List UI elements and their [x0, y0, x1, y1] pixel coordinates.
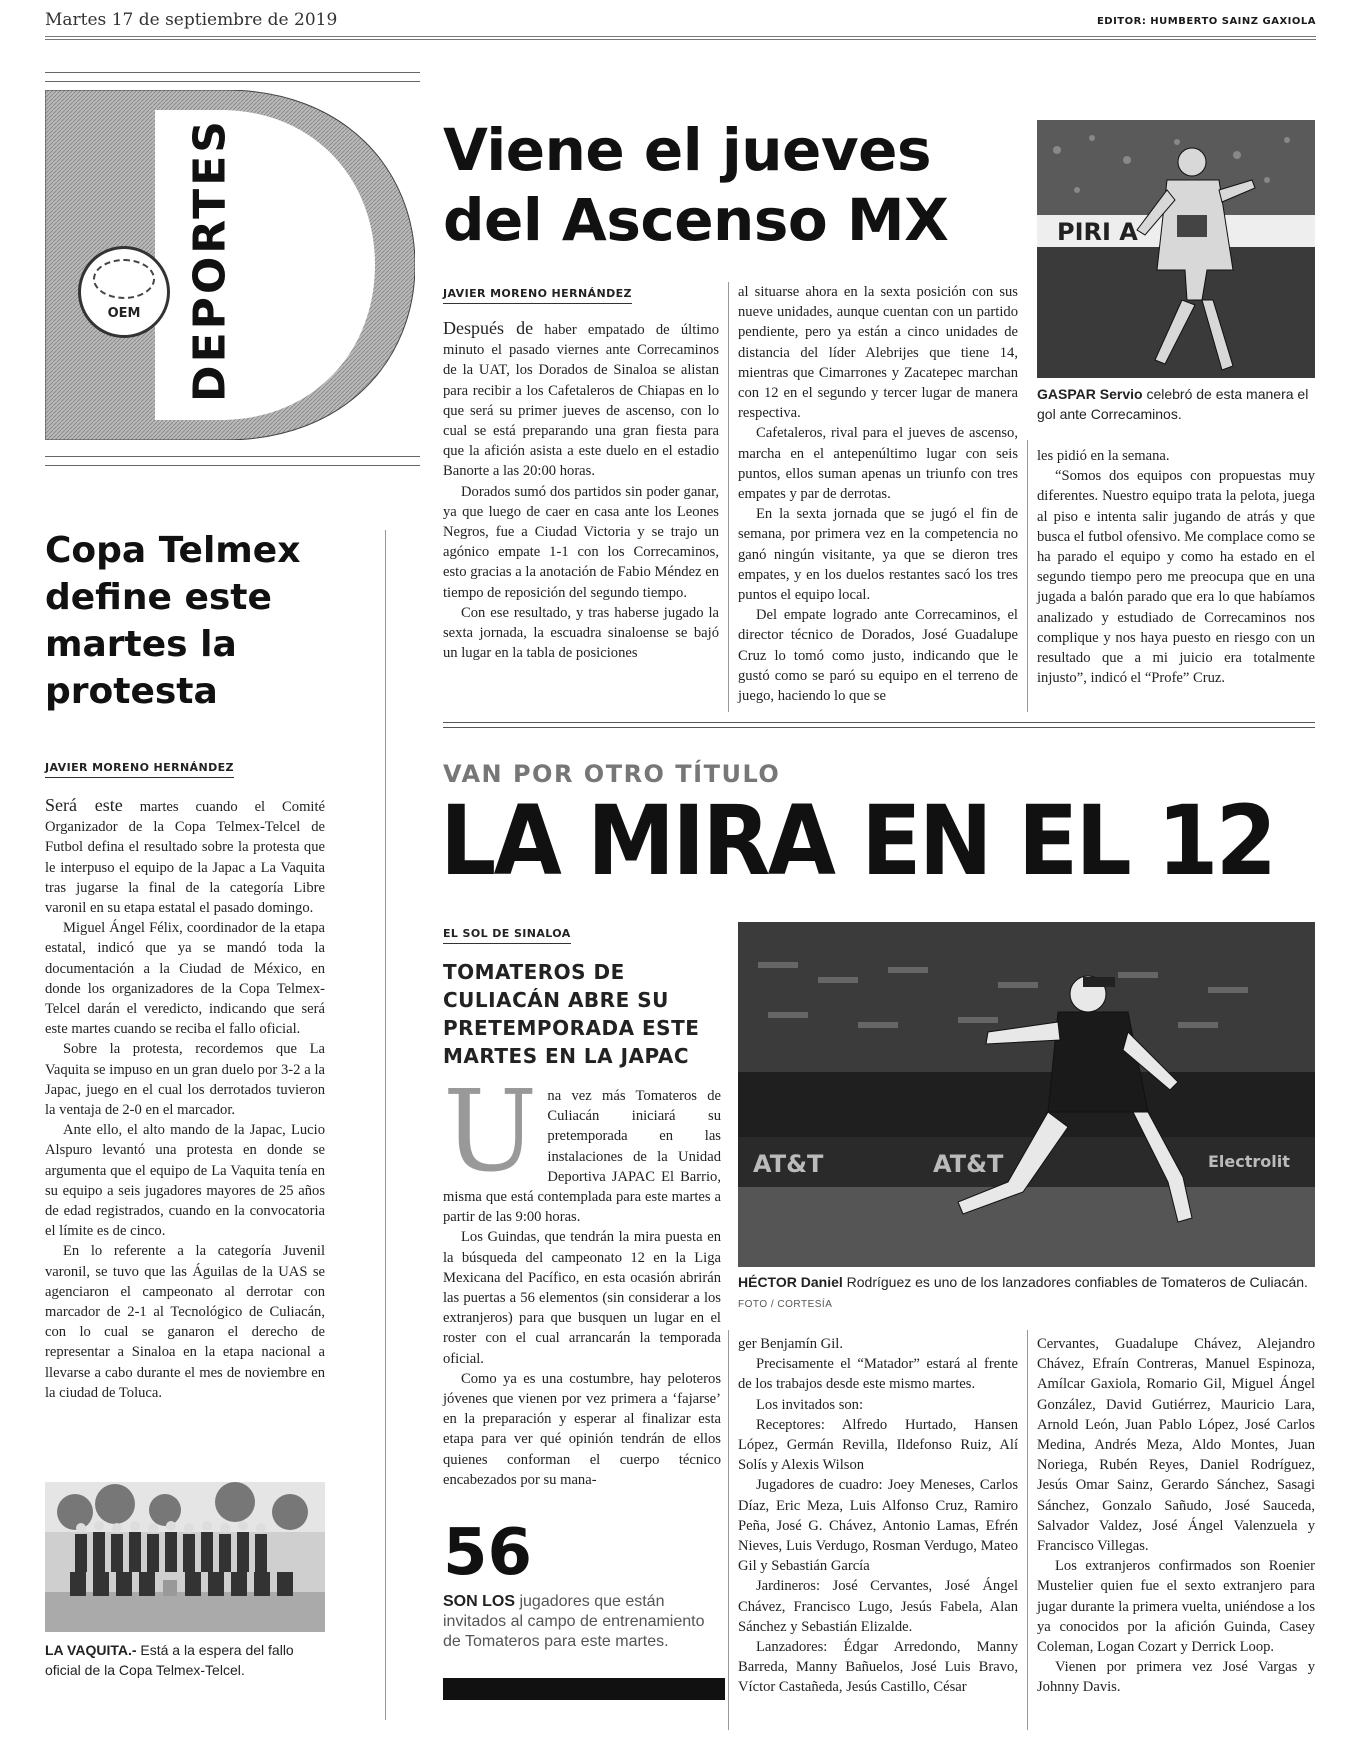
oem-seal-logo: OEM: [78, 246, 170, 338]
hector-daniel-rodriguez-photo: [738, 922, 1315, 1267]
photo-credit: FOTO / CORTESÍA: [738, 1299, 833, 1310]
stat-text: SON LOS jugadores que están invitados al campo de entrenamiento de Tomateros para este martes.: [443, 1593, 705, 1650]
copa-lead-words: Será este: [45, 795, 123, 815]
tomateros-kicker: VAN POR OTRO TÍTULO: [443, 760, 781, 788]
page-date: Martes 17 de septiembre de 2019: [45, 10, 338, 30]
tomateros-dropcap: U: [443, 1067, 538, 1197]
tomateros-col-3: Cervantes, Guadalupe Chávez, Alejandro Chávez, Efraín Contreras, Manuel Espinoza, Amílcar Gaxiola, Romario Gil, Miguel Ángel González, David Gutiérrez, Mauricio Lara, Arnold León, Juan Pablo López, José Carlos Medina, Andrés Meza, Aldo Montes, Juan Noriega, Rubén Reyes, Daniel Rodríguez, Jesús Omar Sainz, Gerardo Sánchez, Sasagi Sánchez, Gonzalo Sañudo, José Sauceda, Salvador Valdez, José Ángel Valenzuela y Francisco Villegas. Los extranjeros confirmados son Roenier Mustelier quien fue el sexto extranjero para jugar durante la primera vuelta, uniéndose a los ya conocidos por la afición Guinda, Casey Coleman, Logan Cozart y Derrick Loop. Vienen por primera vez José Vargas y Johnny Davis.: [1037, 1336, 1315, 1696]
tomateros-byline: EL SOL DE SINALOA: [443, 927, 571, 944]
section-title: DEPORTES: [184, 118, 236, 402]
stat-number: 56: [443, 1516, 533, 1590]
tomateros-headline: LA MIRA EN EL 12: [440, 785, 1275, 897]
hector-daniel-caption: HÉCTOR Daniel Rodríguez es uno de los lanzadores confiables de Tomateros de Culiacán. FOTO / CORTESÍA: [738, 1274, 1308, 1310]
ascenso-col-1: Después de haber empatado de último minuto el pasado viernes ante Correcaminos de la UAT, los Dorados de Sinaloa se alistan para recibir a los Cafetaleros de Chiapas en lo que será su primer jueves de ascenso, con lo cual se está preparando una gran fiesta para que la afición asista a este duelo en el estadio Banorte a las 20:00 horas. Dorados sumó dos partidos sin poder ganar, ya que luego de caer en casa ante los Leones Negros, fue a Ciudad Victoria y se trajo un agónico empate 1-1 con los Correcaminos, esto gracias a la anotación de Fabio Méndez en tiempo de reposición del segundo tiempo. Con ese resultado, y tras haberse jugado la sexta jornada, la escuadra sinaloense se bajó un lugar en la tabla de posiciones: [443, 318, 719, 662]
section-divider: [443, 722, 1315, 728]
column-rule: [385, 530, 386, 1720]
column-rule: [728, 1330, 729, 1730]
ascenso-byline: JAVIER MORENO HERNÁNDEZ: [443, 287, 632, 304]
gaspar-servio-photo: [1037, 120, 1315, 378]
masthead-rule-bottom: [45, 456, 420, 466]
copa-body: Será este martes cuando el Comité Organizador de la Copa Telmex-Telcel de Futbol defina el resultado sobre la protesta que le interpuso el equipo de la Japac a La Vaquita tras jugarse la final de la categoría Libre varonil en su etapa estatal el pasado domingo. Miguel Ángel Félix, coordinador de la etapa estatal, indicó que ya se mandó toda la documentación a la Ciudad de México, en donde los organizadores de la Copa Telmex-Telcel darán el veredicto, indicando que será este martes cuando se reciba el fallo oficial. Sobre la protesta, recordemos que La Vaquita se impuso en un gran duelo por 3-2 a la Japac, juego en el cual los derrotados tuvieron la ventaja de 2-0 en el marcador. Ante ello, el alto mando de la Japac, Lucio Alspuro levantó una protesta en donde se argumenta que el equipo de La Vaquita tenía en su equipo a seis jugadores mayores de 25 años de edad registrados, cuando en la convocatoria el límite es de cinco. En lo referente a la categoría Juvenil varonil, se tuvo que las Águilas de la UAS se agenciaron el campeonato al derrotar con marcador de 2-1 al Tecnológico de Culiacán, con lo cual se ganaron el derecho de representar a Sinaloa en la etapa nacional a llevarse a cabo durante el mes de noviembre en la ciudad de Toluca.: [45, 795, 326, 1401]
stat-bar: [443, 1678, 725, 1700]
ascenso-headline: Viene el jueves del Ascenso MX: [443, 116, 949, 254]
tomateros-subhead: TOMATEROS DE CULIACÁN ABRE SU PRETEMPORADA ESTE MARTES EN LA JAPAC: [443, 960, 700, 1068]
svg-text:PIRI A: PIRI A: [1057, 218, 1138, 246]
column-rule: [1027, 1330, 1028, 1730]
la-vaquita-caption: LA VAQUITA.- Está a la espera del fallo oficial de la Copa Telmex-Telcel.: [45, 1642, 294, 1678]
la-vaquita-team-photo: [45, 1482, 325, 1632]
editor-credit: EDITOR: HUMBERTO SAINZ GAXIOLA: [1096, 16, 1316, 27]
ascenso-col-3: les pidió en la semana. “Somos dos equipos con propuestas muy diferentes. Nuestro equipo trata la pelota, juega al piso e intenta salir jugando de atrás y que busca el futbol ofensivo. Me complace como se ha parado el equipo y como ha estado en el segundo tiempo pero me preocupa que en una jugada a balón parado que era lo que habíamos analizado y estudiado de Correcaminos nos complique y nos haya puesto en riesgo con un resultado que a mi juicio era totalmente injusto”, indicó el “Profe” Cruz.: [1037, 448, 1316, 687]
header-rule: [45, 36, 1316, 40]
copa-byline: JAVIER MORENO HERNÁNDEZ: [45, 761, 234, 778]
tomateros-col-2: ger Benjamín Gil. Precisamente el “Matador” estará al frente de los trabajos desde este mismo martes. Los invitados son: Receptores: Alfredo Hurtado, Hansen López, Germán Revilla, Ildefonso Ruiz, Alí Solís y Alexis Wilson Jugadores de cuadro: Joey Meneses, Carlos Díaz, Eric Meza, Luis Alfonso Cruz, Ramiro Peña, José G. Chávez, Antonio Lamas, Efrén Nieves, Luis Verdugo, Rosman Verdugo, Mateo Gil y Sebastián García Jardineros: José Cervantes, José Ángel Chávez, Francisco Lugo, Jesús Fabela, Alan Sánchez y Sebastián Elizalde. Lanzadores: Édgar Arredondo, Manny Barreda, Manny Bañuelos, José Luis Bravo, Víctor Castañeda, Jesús Castillo, César: [738, 1336, 1018, 1696]
gaspar-servio-caption: GASPAR Servio celebró de esta manera el gol ante Correcaminos.: [1037, 386, 1309, 422]
svg-text:AT&T: AT&T: [753, 1150, 824, 1178]
masthead-rule-top: [45, 72, 420, 82]
svg-text:AT&T: AT&T: [933, 1150, 1004, 1178]
ascenso-col-2: al situarse ahora en la sexta posición con sus nueve unidades, aunque cuentan con un partido pendiente, pero ya están a cinco unidades de distancia del líder Alebrijes que tiene 14, mientras que Cimarrones y Zacatepec marchan con 12 en el segundo y tercer lugar de manera respectiva. Cafetaleros, rival para el jueves de ascenso, marcha en el antepenúltimo lugar con seis puntos, ellos suman apenas un triunfo con tres empates y par de derrotas. En la sexta jornada que se jugó el fin de semana, por primera vez en la competencia no ganó ningún visitante, ya que se dieron tres empates, y en los duelos restantes sacó los tres puntos el equipo local. Del empate logrado ante Correcaminos, el director técnico de Dorados, José Guadalupe Cruz lo tomó como justo, indicando que le gustó como se paró su equipo en el terreno de juego, haciendo lo que se: [738, 284, 1018, 705]
column-rule: [1027, 440, 1028, 712]
copa-headline: Copa Telmex define este martes la protesta: [45, 530, 301, 712]
ascenso-lead-words: Después de: [443, 318, 534, 338]
tomateros-col-1: Una vez más Tomateros de Culiacán iniciará su pretemporada en las instalaciones de la Unidad Deportiva JAPAC El Barrio, misma que está contemplada para este martes a partir de las 9:00 horas. Los Guindas, que tendrán la mira puesta en la búsqueda del campeonato 12 en la Liga Mexicana del Pacífico, en esta ocasión abrirán las puertas a 56 elementos (sin considerar a los extranjeros) para que busquen un lugar en el roster con el cual arrancarán la temporada oficial. Como ya es una costumbre, hay peloteros jóvenes que vienen por vez primera a ‘fajarse’ en la preparación y esperar al finalizar esta etapa para ver qué opinión tendrán de ellos quienes conforman el cuerpo técnico encabezados por su mana-: [443, 1067, 721, 1488]
svg-text:Electrolit: Electrolit: [1208, 1152, 1290, 1171]
column-rule: [728, 282, 729, 712]
